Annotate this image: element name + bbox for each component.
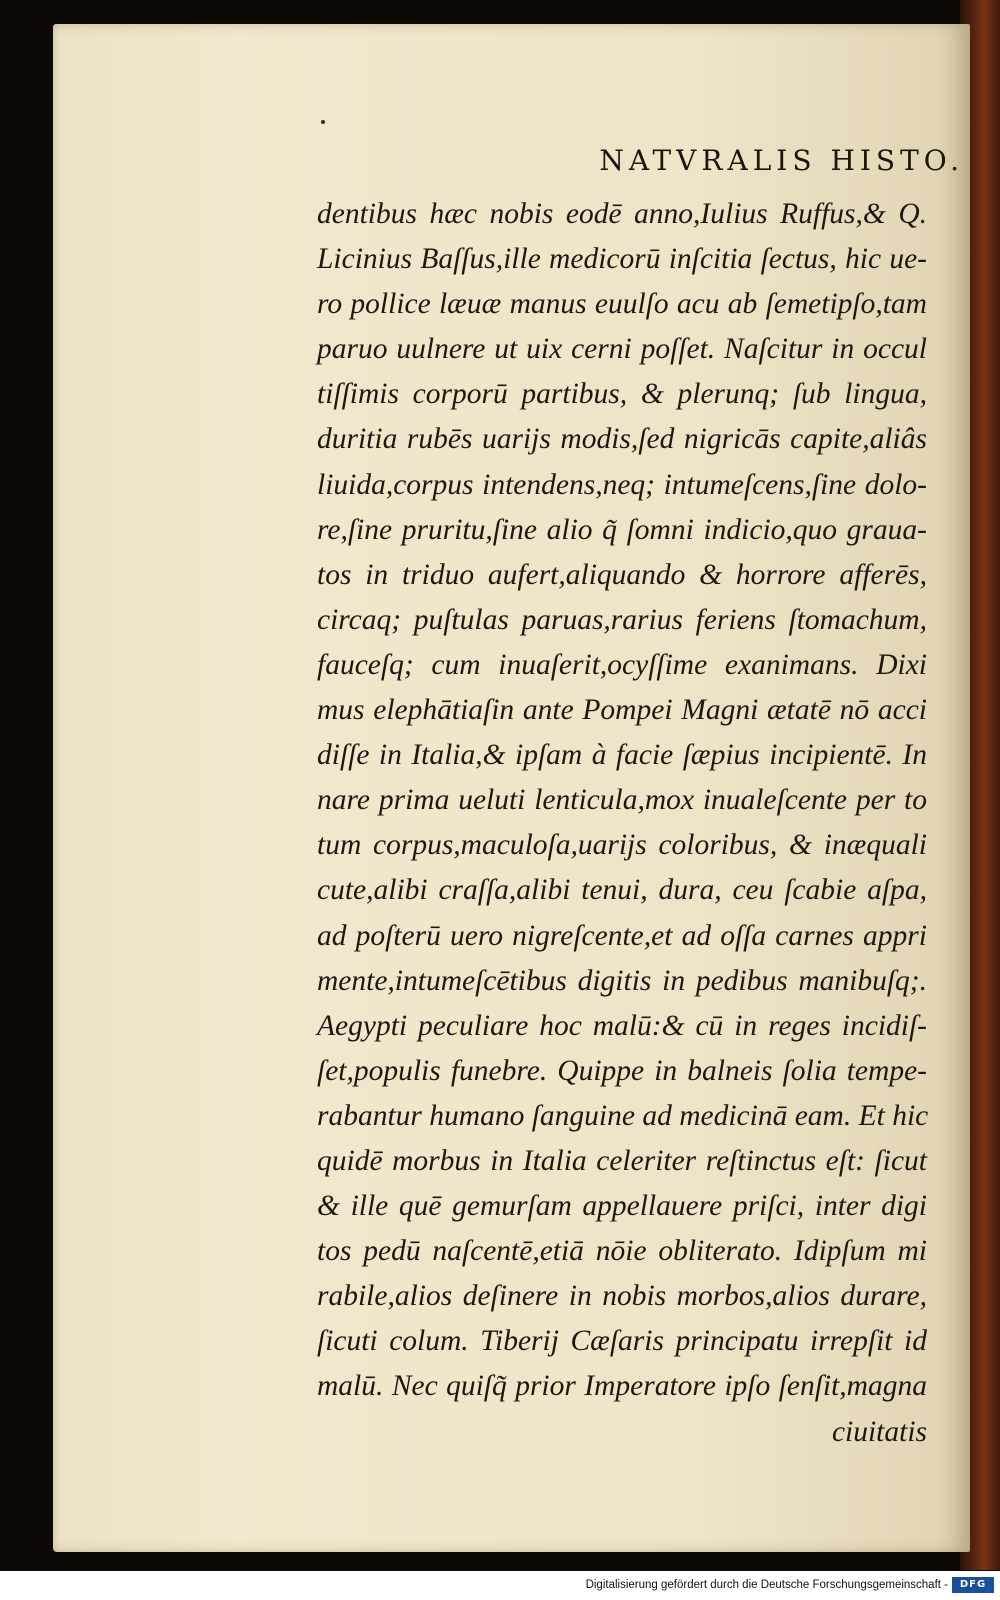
text-line: nare prima ueluti lenticula,mox inualeſcente per to (317, 784, 927, 817)
text-line: quidē morbus in Italia celeriter reſtinctus eſt: ſicut (317, 1144, 927, 1177)
text-line: tiſſimis corporū partibus, & plerunq; ſub lingua, (317, 378, 927, 411)
text-line: circaq; puſtulas paruas,rarius feriens ſtomachum, (317, 603, 927, 636)
text-line: malū. Nec quiſq̃ prior Imperatore ipſo ſenſit,magna (317, 1370, 927, 1403)
text-line: & ille quē gemurſam appellauere priſci, inter digi (317, 1190, 927, 1223)
text-line: rabile,alios deſinere in nobis morbos,alios durare, (317, 1280, 927, 1313)
text-line: tum corpus,maculoſa,uarijs coloribus, & inæquali (317, 829, 927, 862)
running-head: NATVRALIS HISTO. (599, 144, 964, 177)
ink-speck (321, 120, 325, 124)
body-text (317, 192, 927, 1455)
text-line: duritia rubēs uarijs modis,ſed nigricās capite,aliâs (317, 423, 927, 456)
text-line: dentibus hæc nobis eodē anno,Iulius Ruffus,& Q. (317, 198, 927, 230)
text-line: re,ſine pruritu,ſine alio q̃ ſomni indicio,quo graua- (317, 513, 927, 546)
dfg-logo: DFG (952, 1577, 994, 1593)
text-line: fauceſq; cum inuaſerit,ocyſſime exanimans. Dixi (317, 648, 927, 681)
text-line: tos pedū naſcentē,etiā nōie obliterato. Idipſum mi (317, 1235, 927, 1268)
text-line: cute,alibi craſſa,alibi tenui, dura, ceu ſcabie aſpa, (317, 874, 927, 907)
digitization-footer (0, 1571, 1000, 1600)
text-line: ad poſterū uero nigreſcente,et ad oſſa carnes appri (317, 919, 927, 952)
text-line: Licinius Baſſus,ille medicorū inſcitia ſectus, hic ue- (317, 243, 927, 276)
text-line: ſicuti colum. Tiberij Cæſaris principatu irrepſit id (317, 1325, 927, 1358)
text-line: diſſe in Italia,& ipſam à facie ſæpius incipientē. In (317, 739, 927, 772)
text-line: tos in triduo aufert,aliquando & horrore afferēs, (317, 558, 927, 591)
text-line: mente,intumeſcētibus digitis in pedibus manibuſq;. (317, 964, 927, 997)
text-line: paruo uulnere ut uix cerni poſſet. Naſcitur in occul (317, 333, 927, 366)
text-line: mus elephātiaſin ante Pompei Magni ætatē nō acci (317, 694, 927, 727)
text-line: Aegypti peculiare hoc malū:& cū in reges incidiſ- (317, 1009, 927, 1042)
funding-credit: Digitalisierung gefördert durch die Deutsche Forschungsgemeinschaft - (585, 1579, 948, 1591)
text-line: liuida,corpus intendens,neq; intumeſcens,ſine dolo- (317, 468, 927, 501)
book-page (53, 24, 970, 1552)
text-line: ſet,populis funebre. Quippe in balneis ſolia tempe- (317, 1054, 927, 1087)
text-line: ro pollice læuæ manus euulſo acu ab ſemetipſo,tam (317, 288, 927, 321)
catchword: ciuitatis (831, 1415, 927, 1448)
text-line: rabantur humano ſanguine ad medicinā eam. Et hic (317, 1099, 929, 1132)
